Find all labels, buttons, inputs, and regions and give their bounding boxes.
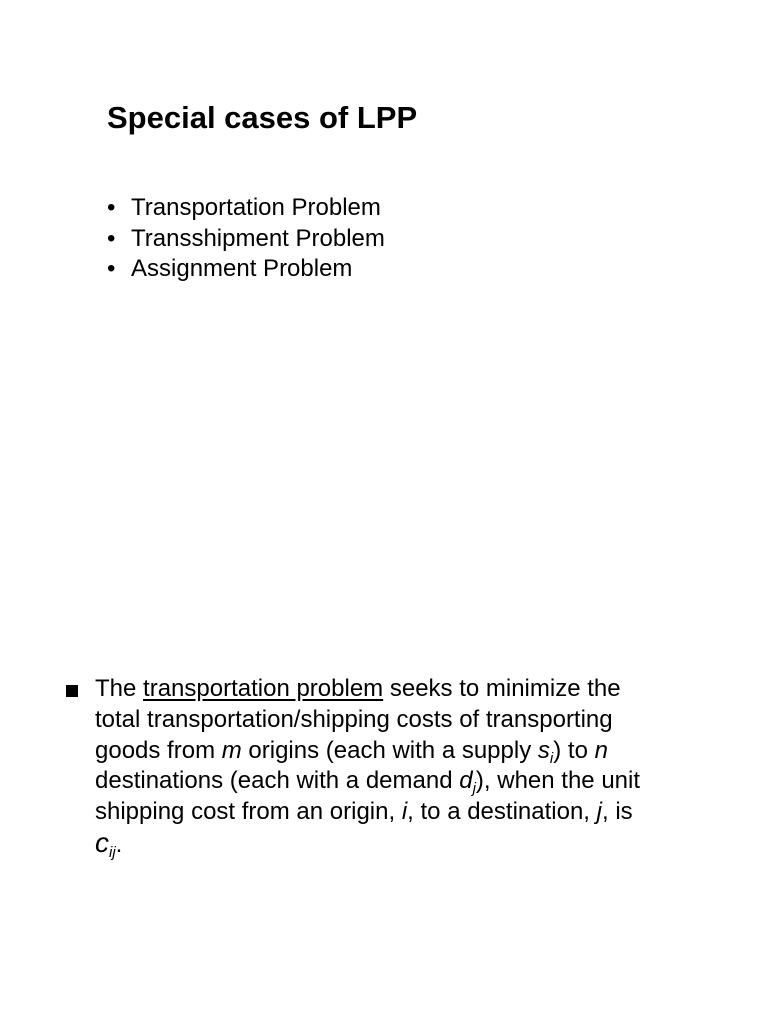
paragraph-text: seeks to minimize the — [383, 675, 621, 702]
transportation-definition-paragraph — [95, 674, 735, 861]
variable-m: m — [221, 736, 242, 764]
variable-n: n — [594, 736, 608, 764]
variable-i: i — [401, 798, 408, 826]
variable-j: j — [596, 798, 602, 826]
bullet-dot-icon: • — [107, 255, 116, 282]
paragraph-text: . — [115, 830, 123, 858]
subscript-i: i — [549, 749, 554, 767]
variable-d: d — [459, 767, 473, 795]
variable-c: c — [95, 826, 109, 858]
variable-s: s — [537, 736, 550, 764]
paragraph-line — [95, 736, 735, 767]
paragraph-text: , is — [601, 798, 633, 826]
list-item-label: Transshipment Problem — [131, 224, 385, 252]
special-cases-list — [107, 193, 385, 285]
paragraph-text: shipping cost from an origin, — [95, 798, 402, 826]
square-bullet-icon — [66, 685, 78, 697]
paragraph-line — [95, 766, 735, 797]
paragraph-text: goods from — [95, 736, 222, 764]
bullet-dot-icon: • — [107, 194, 116, 221]
subscript-ij: ij — [109, 843, 116, 861]
paragraph-text: ), when the unit — [475, 767, 641, 795]
list-item — [107, 254, 385, 285]
list-item-label: Transportation Problem — [131, 194, 381, 221]
subscript-j: j — [472, 780, 476, 798]
list-item-label: Assignment Problem — [131, 255, 353, 282]
page-title: Special cases of LPP — [107, 100, 418, 135]
paragraph-text: destinations (each with a demand — [95, 767, 460, 795]
bullet-dot-icon: • — [107, 224, 116, 252]
paragraph-text: The — [95, 675, 144, 702]
paragraph-line: total transportation/shipping costs of transporting — [95, 705, 613, 733]
transportation-problem-term: transportation problem — [143, 675, 384, 702]
list-item — [107, 224, 385, 255]
paragraph-text: , to a destination, — [407, 798, 597, 826]
paragraph-line — [95, 674, 735, 705]
paragraph-text: ) to — [553, 736, 595, 764]
paragraph-line — [95, 828, 735, 861]
paragraph-line — [95, 797, 735, 828]
list-item — [107, 193, 385, 224]
paragraph-text: origins (each with a supply — [241, 736, 538, 764]
